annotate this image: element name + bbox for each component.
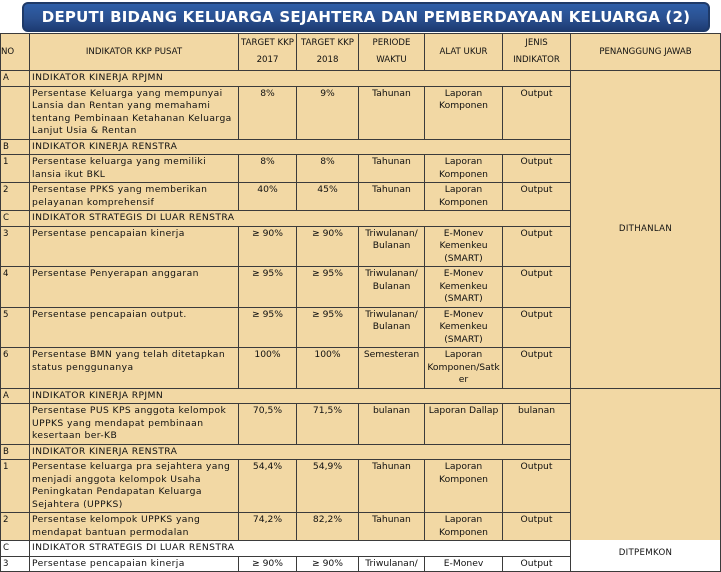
target-2018-cell: ≥ 95%	[297, 267, 359, 308]
row-no: 1	[1, 460, 30, 513]
target-2018-cell: ≥ 90%	[297, 226, 359, 267]
target-2017-cell: ≥ 90%	[239, 556, 297, 572]
row-no: A	[1, 71, 30, 87]
indikator-cell: Persentase Penyerapan anggaran	[30, 267, 239, 308]
table-row	[1, 71, 721, 87]
target-2018-cell: 8%	[297, 155, 359, 183]
periode-cell: Semesteran	[359, 348, 425, 389]
section-label: INDIKATOR STRATEGIS DI LUAR RENSTRA	[30, 211, 571, 227]
periode-cell: Triwulanan/ Bulanan	[359, 307, 425, 348]
jenis-cell: Output	[503, 183, 571, 211]
row-no: 5	[1, 307, 30, 348]
col-header-penanggung-jawab: PENANGGUNG JAWAB	[571, 34, 721, 71]
target-2017-cell: ≥ 90%	[239, 226, 297, 267]
indikator-cell: Persentase Keluarga yang mempunyai Lansia dan Rentan yang memahami tentang Pembinaan Ketahanan Keluarga Lanjut Usia & Rentan	[30, 86, 239, 139]
jenis-cell: Output	[503, 348, 571, 389]
jenis-cell: Output	[503, 307, 571, 348]
indikator-cell: Persentase BMN yang telah ditetapkan status penggunanya	[30, 348, 239, 389]
indicator-table	[0, 33, 721, 572]
penanggung-jawab-dithanlan: DITHANLAN	[571, 71, 721, 389]
indicator-table-container	[0, 33, 720, 569]
row-no	[1, 86, 30, 139]
col-header-no: NO	[1, 34, 30, 71]
target-2018-cell: 54,9%	[297, 460, 359, 513]
periode-cell: Tahunan	[359, 183, 425, 211]
col-header-target-2017: TARGET KKP 2017	[239, 34, 297, 71]
row-no: 2	[1, 183, 30, 211]
target-2018-cell: 45%	[297, 183, 359, 211]
row-no: 3	[1, 556, 30, 572]
row-no: 4	[1, 267, 30, 308]
alat-ukur-cell: Laporan Komponen	[425, 183, 503, 211]
row-no: C	[1, 541, 30, 557]
jenis-cell: Output	[503, 155, 571, 183]
alat-ukur-cell: E-Monev Kemenkeu (SMART)	[425, 226, 503, 267]
indikator-cell: Persentase pencapaian kinerja	[30, 226, 239, 267]
target-2017-cell: 40%	[239, 183, 297, 211]
row-no: 3	[1, 226, 30, 267]
periode-cell: Tahunan	[359, 513, 425, 541]
slide-title: DEPUTI BIDANG KELUARGA SEJAHTERA DAN PEMBERDAYAAN KELUARGA (2)	[41, 8, 691, 26]
target-2017-cell: 8%	[239, 155, 297, 183]
periode-cell: Tahunan	[359, 460, 425, 513]
jenis-cell: Output	[503, 513, 571, 541]
indikator-cell: Persentase keluarga pra sejahtera yang menjadi anggota kelompok Usaha Peningkatan Pendapatan Keluarga Sejahtera (UPPKS)	[30, 460, 239, 513]
periode-cell: Tahunan	[359, 155, 425, 183]
alat-ukur-cell: E-Monev Kemenkeu (SMART)	[425, 267, 503, 308]
row-no	[1, 404, 30, 445]
target-2018-cell: 71,5%	[297, 404, 359, 445]
periode-cell: bulanan	[359, 404, 425, 445]
target-2018-cell: 9%	[297, 86, 359, 139]
alat-ukur-cell: Laporan Komponen	[425, 155, 503, 183]
col-header-alat-ukur: ALAT UKUR	[425, 34, 503, 71]
alat-ukur-cell: Laporan Komponen/Satker	[425, 348, 503, 389]
col-header-target-2018: TARGET KKP 2018	[297, 34, 359, 71]
jenis-cell: Output	[503, 86, 571, 139]
section-label: INDIKATOR KINERJA RPJMN	[30, 71, 571, 87]
target-2017-cell: 70,5%	[239, 404, 297, 445]
col-header-jenis: JENIS INDIKATOR	[503, 34, 571, 71]
col-header-periode: PERIODE WAKTU	[359, 34, 425, 71]
indikator-cell: Persentase pencapaian kinerja	[30, 556, 239, 572]
alat-ukur-cell: Laporan Komponen	[425, 460, 503, 513]
row-no: C	[1, 211, 30, 227]
target-2018-cell: 100%	[297, 348, 359, 389]
indikator-cell: Persentase keluarga yang memiliki lansia ikut BKL	[30, 155, 239, 183]
target-2018-cell: ≥ 90%	[297, 556, 359, 572]
col-header-indikator: INDIKATOR KKP PUSAT	[30, 34, 239, 71]
target-2017-cell: ≥ 95%	[239, 307, 297, 348]
jenis-cell: Output	[503, 226, 571, 267]
alat-ukur-cell: Laporan Dallap	[425, 404, 503, 445]
target-2017-cell: 74,2%	[239, 513, 297, 541]
jenis-cell: bulanan	[503, 404, 571, 445]
alat-ukur-cell: E-Monev	[425, 556, 503, 572]
target-2017-cell: 54,4%	[239, 460, 297, 513]
table-row	[1, 388, 721, 404]
row-no: B	[1, 444, 30, 460]
target-2017-cell: ≥ 95%	[239, 267, 297, 308]
section-label: INDIKATOR KINERJA RPJMN	[30, 388, 571, 404]
periode-cell: Triwulanan/ Bulanan	[359, 267, 425, 308]
row-no: 1	[1, 155, 30, 183]
target-2017-cell: 8%	[239, 86, 297, 139]
alat-ukur-cell: Laporan Komponen	[425, 513, 503, 541]
slide-title-bar	[22, 2, 710, 32]
row-no: B	[1, 139, 30, 155]
indikator-cell: Persentase pencapaian output.	[30, 307, 239, 348]
row-no: 2	[1, 513, 30, 541]
target-2018-cell: ≥ 95%	[297, 307, 359, 348]
jenis-cell: Output	[503, 556, 571, 572]
table-header-row	[1, 34, 721, 71]
penanggung-jawab-ditpemkon: DITPEMKON	[571, 388, 721, 572]
section-label: INDIKATOR KINERJA RENSTRA	[30, 444, 571, 460]
target-2017-cell: 100%	[239, 348, 297, 389]
section-label: INDIKATOR KINERJA RENSTRA	[30, 139, 571, 155]
indikator-cell: Persentase PPKS yang memberikan pelayanan komprehensif	[30, 183, 239, 211]
section-label: INDIKATOR STRATEGIS DI LUAR RENSTRA	[30, 541, 571, 557]
indikator-cell: Persentase PUS KPS anggota kelompok UPPKS yang mendapat pembinaan kesertaan ber-KB	[30, 404, 239, 445]
row-no: 6	[1, 348, 30, 389]
jenis-cell: Output	[503, 460, 571, 513]
periode-cell: Triwulanan/ Bulanan	[359, 226, 425, 267]
alat-ukur-cell: Laporan Komponen	[425, 86, 503, 139]
periode-cell: Tahunan	[359, 86, 425, 139]
periode-cell: Triwulanan/	[359, 556, 425, 572]
alat-ukur-cell: E-Monev Kemenkeu (SMART)	[425, 307, 503, 348]
row-no: A	[1, 388, 30, 404]
jenis-cell: Output	[503, 267, 571, 308]
indikator-cell: Persentase kelompok UPPKS yang mendapat bantuan permodalan	[30, 513, 239, 541]
target-2018-cell: 82,2%	[297, 513, 359, 541]
